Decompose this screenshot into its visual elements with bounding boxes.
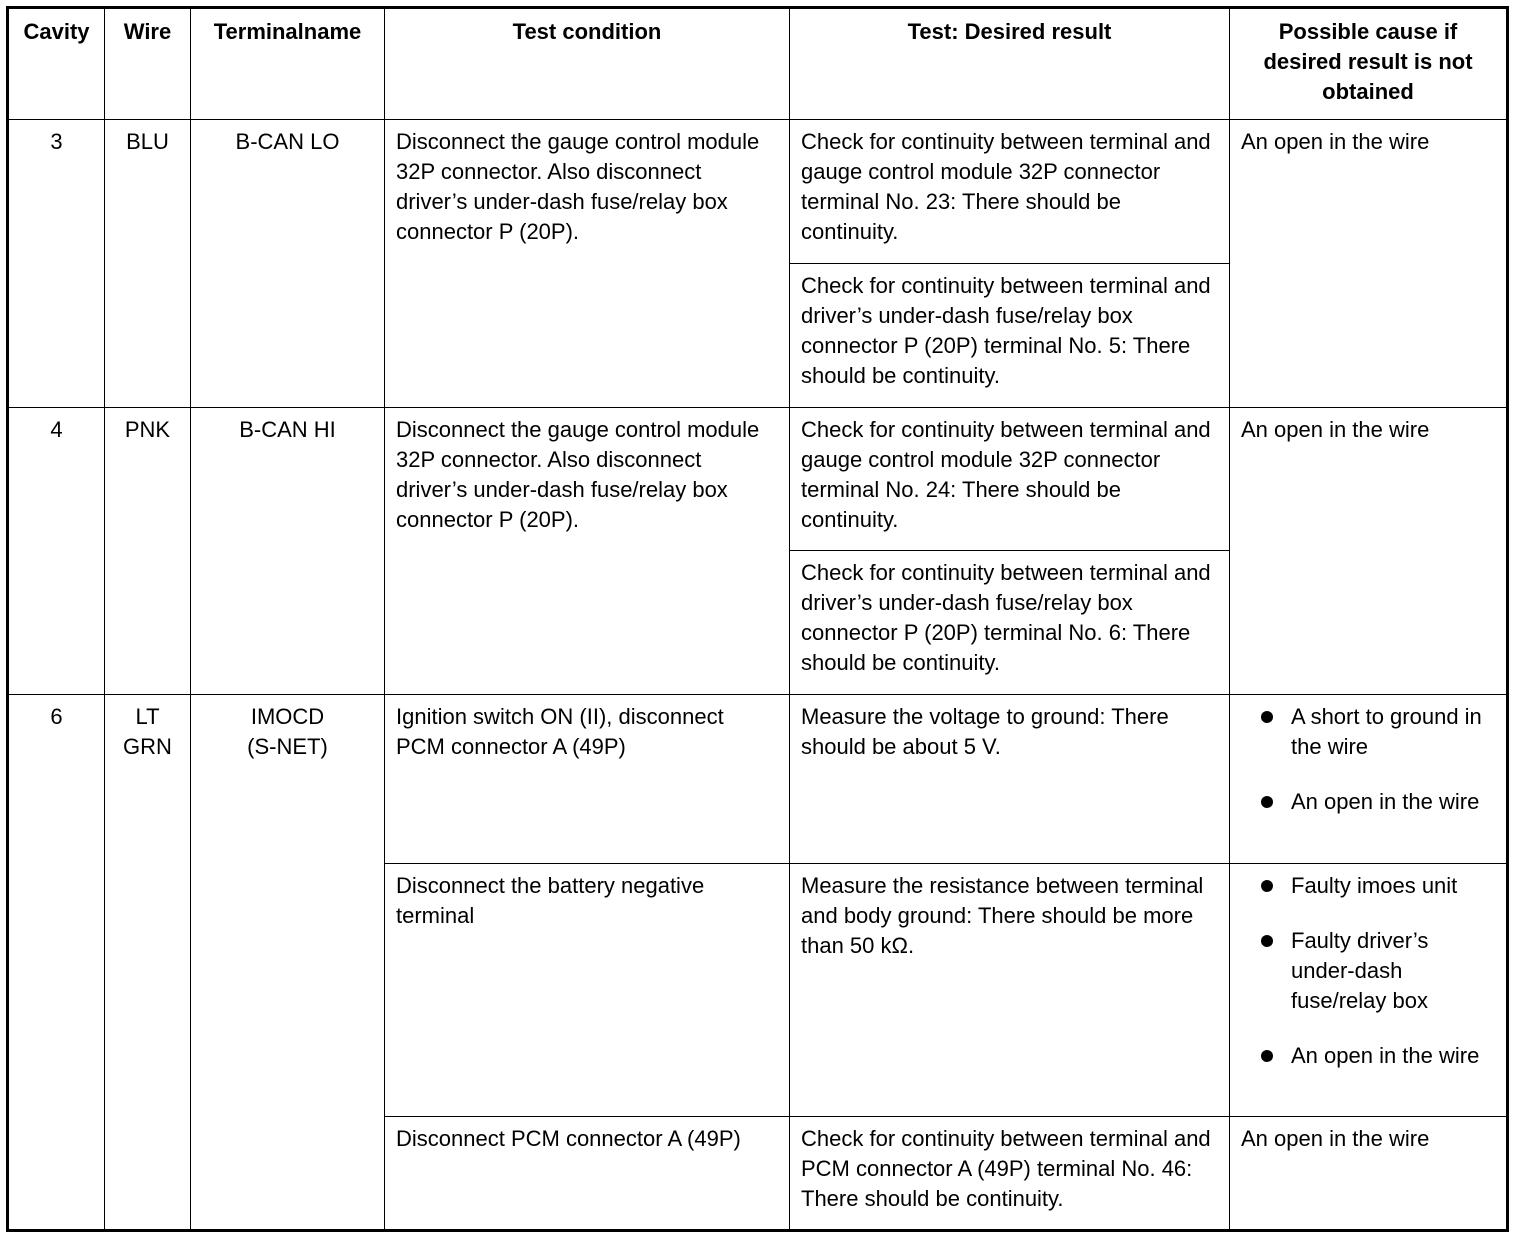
bullet-icon bbox=[1261, 880, 1273, 892]
desired-result-cell: Measure the voltage to ground: There should be about 5 V. bbox=[790, 695, 1230, 864]
wire-cell: PNK bbox=[105, 408, 191, 695]
list-item bbox=[1241, 1041, 1495, 1071]
cause-text: An open in the wire bbox=[1291, 1043, 1480, 1068]
terminal-name-cell: B-CAN LO bbox=[191, 120, 385, 408]
header-desired-result: Test: Desired result bbox=[790, 8, 1230, 120]
list-item bbox=[1241, 702, 1495, 762]
table-row bbox=[8, 408, 1508, 551]
desired-result-cell: Check for continuity between terminal and gauge control module 32P connector terminal No. 24: There should be continuity. bbox=[790, 408, 1230, 551]
wire-cell: BLU bbox=[105, 120, 191, 408]
test-condition-cell: Disconnect the gauge control module 32P connector. Also disconnect driver’s under-dash fuse/relay box connector P (20P). bbox=[385, 120, 790, 408]
terminal-name-line: IMOCD bbox=[250, 704, 325, 729]
cause-text: An open in the wire bbox=[1291, 789, 1480, 814]
cause-list bbox=[1241, 871, 1495, 1071]
cause-text: A short to ground in the wire bbox=[1291, 704, 1482, 759]
cause-text: Faulty driver’s under-dash fuse/relay box bbox=[1291, 928, 1429, 1013]
table-row bbox=[8, 120, 1508, 264]
desired-result-cell: Check for continuity between terminal and driver’s under-dash fuse/relay box connector P (20P) terminal No. 6: There should be continuity. bbox=[790, 551, 1230, 695]
test-condition-cell: Disconnect the gauge control module 32P connector. Also disconnect driver’s under-dash fuse/relay box connector P (20P). bbox=[385, 408, 790, 695]
list-item bbox=[1241, 787, 1495, 817]
bullet-icon bbox=[1261, 711, 1273, 723]
test-condition-cell: Disconnect PCM connector A (49P) bbox=[385, 1117, 790, 1231]
header-test-condition: Test condition bbox=[385, 8, 790, 120]
desired-result-cell: Check for continuity between terminal and driver’s under-dash fuse/relay box connector P (20P) terminal No. 5: There should be continuity. bbox=[790, 264, 1230, 408]
cavity-cell: 6 bbox=[8, 695, 105, 1231]
possible-cause-cell bbox=[1230, 864, 1508, 1117]
diagnostic-table bbox=[6, 6, 1509, 1232]
bullet-icon bbox=[1261, 935, 1273, 947]
bullet-icon bbox=[1261, 1050, 1273, 1062]
header-row bbox=[8, 8, 1508, 120]
possible-cause-cell: An open in the wire bbox=[1230, 408, 1508, 695]
header-cavity: Cavity bbox=[8, 8, 105, 120]
possible-cause-cell bbox=[1230, 695, 1508, 864]
terminal-name-line: (S-NET) bbox=[247, 734, 328, 759]
list-item bbox=[1241, 871, 1495, 901]
table-row bbox=[8, 695, 1508, 864]
desired-result-cell: Check for continuity between terminal and PCM connector A (49P) terminal No. 46: There should be continuity. bbox=[790, 1117, 1230, 1231]
cause-text: Faulty imoes unit bbox=[1291, 873, 1458, 898]
desired-result-cell: Measure the resistance between terminal and body ground: There should be more than 50 kΩ. bbox=[790, 864, 1230, 1117]
test-condition-cell: Ignition switch ON (II), disconnect PCM connector A (49P) bbox=[385, 695, 790, 864]
bullet-icon bbox=[1261, 796, 1273, 808]
terminal-name-cell: B-CAN HI bbox=[191, 408, 385, 695]
possible-cause-cell: An open in the wire bbox=[1230, 120, 1508, 408]
wire-line: LT bbox=[135, 704, 160, 729]
test-condition-cell: Disconnect the battery negative terminal bbox=[385, 864, 790, 1117]
desired-result-cell: Check for continuity between terminal and gauge control module 32P connector terminal No. 23: There should be continuity. bbox=[790, 120, 1230, 264]
terminal-name-cell bbox=[191, 695, 385, 1231]
header-wire: Wire bbox=[105, 8, 191, 120]
list-item bbox=[1241, 926, 1495, 1016]
wire-cell bbox=[105, 695, 191, 1231]
header-possible-cause: Possible cause if desired result is not obtained bbox=[1230, 8, 1508, 120]
cavity-cell: 4 bbox=[8, 408, 105, 695]
cavity-cell: 3 bbox=[8, 120, 105, 408]
wire-line: GRN bbox=[123, 734, 172, 759]
cause-list bbox=[1241, 702, 1495, 817]
possible-cause-cell: An open in the wire bbox=[1230, 1117, 1508, 1231]
header-terminal-name: Terminalname bbox=[191, 8, 385, 120]
